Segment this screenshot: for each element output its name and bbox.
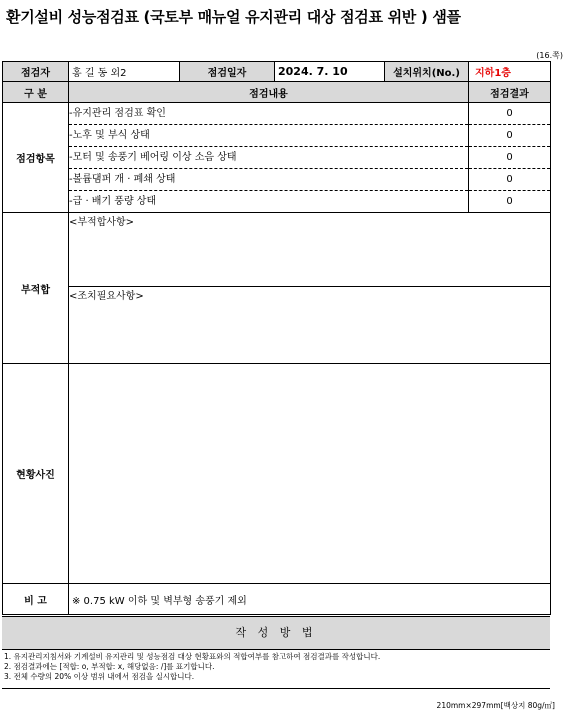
location-label: 설치위치(No.) [385, 62, 469, 82]
date-value[interactable]: 2024. 7. 10 [275, 62, 385, 82]
items-list [69, 103, 469, 213]
photo-label: 현황사진 [3, 364, 69, 584]
category-header: 구 분 [3, 82, 69, 103]
item-3: -모터 및 송풍기 베어링 이상 소음 상태 [69, 147, 468, 169]
inspection-table [2, 61, 551, 615]
writing-method-heading: 작 성 방 법 [2, 616, 550, 650]
defect-area [69, 213, 551, 364]
result-1[interactable]: 0 [469, 103, 550, 125]
action-needed-field[interactable]: <조치필요사항> [69, 291, 144, 302]
items-label: 점검항목 [3, 103, 69, 213]
remark-label: 비 고 [3, 584, 69, 615]
results-list [469, 103, 551, 213]
item-1: -유지관리 점검표 확인 [69, 103, 468, 125]
defect-row [3, 213, 551, 364]
items-row [3, 103, 551, 213]
result-2[interactable]: 0 [469, 125, 550, 147]
location-value[interactable]: 지하1층 [469, 62, 551, 82]
inspector-value[interactable]: 홍 길 동 외2 [69, 62, 180, 82]
column-header-row [3, 82, 551, 103]
content-header: 점검내용 [69, 82, 469, 103]
page-number: (16.쪽) [536, 51, 563, 60]
writing-notes [4, 652, 380, 682]
result-header: 점검결과 [469, 82, 551, 103]
photo-row [3, 364, 551, 584]
photo-area[interactable] [69, 364, 551, 584]
remark-row [3, 584, 551, 615]
remark-text: ※ 0.75 kW 이하 및 벽부형 송풍기 제외 [69, 584, 551, 615]
result-5[interactable]: 0 [506, 196, 513, 207]
result-3[interactable]: 0 [469, 147, 550, 169]
paper-size: 210mm×297mm[백상지 80g/㎡] [436, 701, 555, 710]
note-1: 1. 유지관리지침서와 기계설비 유지관리 및 성능점검 대상 현황표와의 적합여부를 참고하여 점검결과를 작성합니다. [4, 652, 381, 661]
inspector-label: 점검자 [3, 62, 69, 82]
item-5: -급 · 배기 풍량 상태 [69, 196, 157, 207]
note-2: 2. 점검결과에는 [적합: o, 부적합: x, 해당없음: /]를 표기합니다. [4, 662, 215, 671]
note-3: 3. 전체 수량의 20% 이상 범위 내에서 점검을 실시합니다. [4, 672, 195, 681]
item-2: -노후 및 부식 상태 [69, 125, 468, 147]
footer-divider [2, 688, 550, 689]
item-4: -볼륨댐퍼 개 · 폐쇄 상태 [69, 169, 468, 191]
header-row [3, 62, 551, 82]
defect-label: 부적합 [3, 213, 69, 364]
result-4[interactable]: 0 [469, 169, 550, 191]
date-label: 점검일자 [180, 62, 275, 82]
defect-items-field[interactable]: <부적합사항> [69, 213, 550, 287]
page-title: 환기설비 성능점검표 (국토부 매뉴얼 유지관리 대상 점검표 위반 ) 샘플 [6, 8, 461, 26]
